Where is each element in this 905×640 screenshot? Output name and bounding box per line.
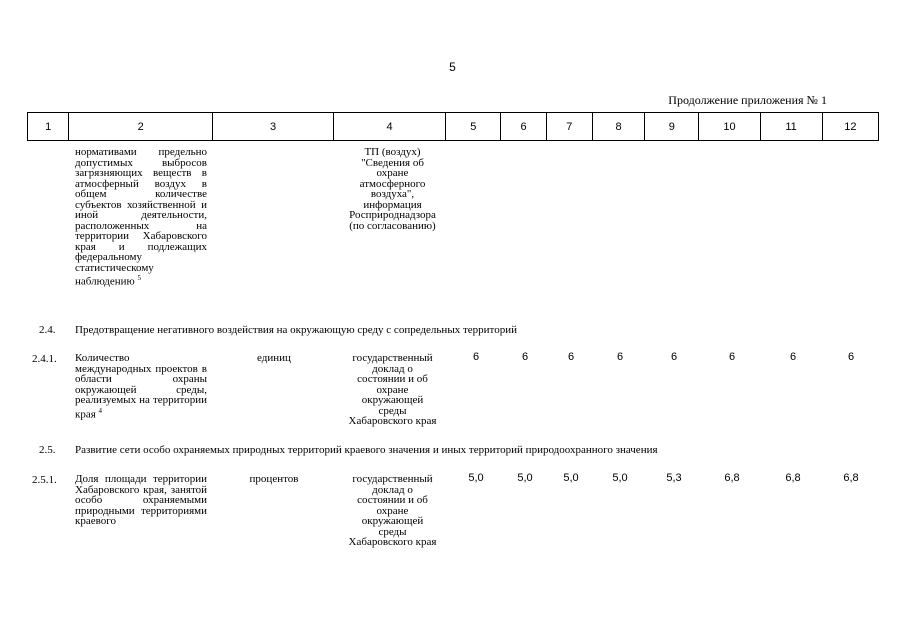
col-header-1: 1 [28,113,69,141]
value-cell: 5,3 [666,472,682,484]
col-header-7: 7 [546,113,592,141]
section-code-2-4: 2.4. [39,324,56,336]
value-cell: 6,8 [785,472,801,484]
col-header-11: 11 [760,113,822,141]
value-cell: 6 [567,351,575,363]
value-cell: 6,8 [843,472,859,484]
col-header-8: 8 [593,113,645,141]
value-cell: 6 [670,351,678,363]
value-cell: 5,0 [612,472,628,484]
indicator-body-2-4-1: Количество международных проектов в области охраны окружающей среды, реализуемых на территории края [75,352,207,421]
value-cell: 6 [472,351,480,363]
page-number: 5 [449,60,456,74]
col-header-12: 12 [822,113,878,141]
section-title-2-4: Предотвращение негативного воздействия на окружающую среду с сопредельных территорий [75,324,517,336]
continued-indicator-text [75,147,207,287]
continued-indicator-body: нормативами предельно допустимых выбросов загрязняющих веществ в атмосферный воздух в общем количестве субъектов хозяйственной и иной деятельности, расположенных на территории Хабаровского края и подлежащих федеральному статистическому наблюдению [75,146,207,288]
col-header-10: 10 [699,113,760,141]
appendix-continuation-note: Продолжение приложения № 1 [668,93,827,107]
col-header-4: 4 [334,113,446,141]
col-header-6: 6 [501,113,546,141]
col-header-5: 5 [446,113,501,141]
value-cell: 6 [728,351,736,363]
value-cell: 5,0 [563,472,579,484]
footnote-marker: 4 [98,406,103,415]
row-code-2-4-1: 2.4.1. [32,353,57,365]
col-header-9: 9 [645,113,699,141]
value-cell: 6 [789,351,797,363]
section-code-2-5: 2.5. [39,444,56,456]
footnote-marker: 5 [137,274,141,282]
row-indicator-2-4-1 [75,353,207,420]
column-header-table [27,112,879,141]
col-header-2: 2 [69,113,213,141]
value-cell: 6 [521,351,529,363]
row-source-2-4-1: государственный доклад о состоянии и об охране окружающей среды Хабаровского края [348,352,437,427]
value-cell: 5,0 [517,472,533,484]
row-source-2-5-1: государственный доклад о состоянии и об охране окружающей среды Хабаровского края [348,473,437,548]
row-indicator-2-5-1: Доля площади территории Хабаровского края, занятой особо охраняемыми природными территориями краевого [75,473,207,527]
section-title-2-5: Развитие сети особо охраняемых природных территорий краевого значения и иных территорий природоохранного значения [75,444,658,456]
col-header-3: 3 [213,113,334,141]
row-unit-2-4-1: единиц [257,352,291,364]
value-cell: 6 [847,351,855,363]
value-cell: 6 [616,351,624,363]
row-code-2-5-1: 2.5.1. [32,474,57,486]
row-unit-2-5-1: процентов [249,473,299,485]
continued-source-text: ТП (воздух) "Сведения об охране атмосферного воздуха", информация Росприроднадзора (по согласованию) [349,146,436,232]
value-cell: 5,0 [468,472,484,484]
value-cell: 6,8 [724,472,740,484]
